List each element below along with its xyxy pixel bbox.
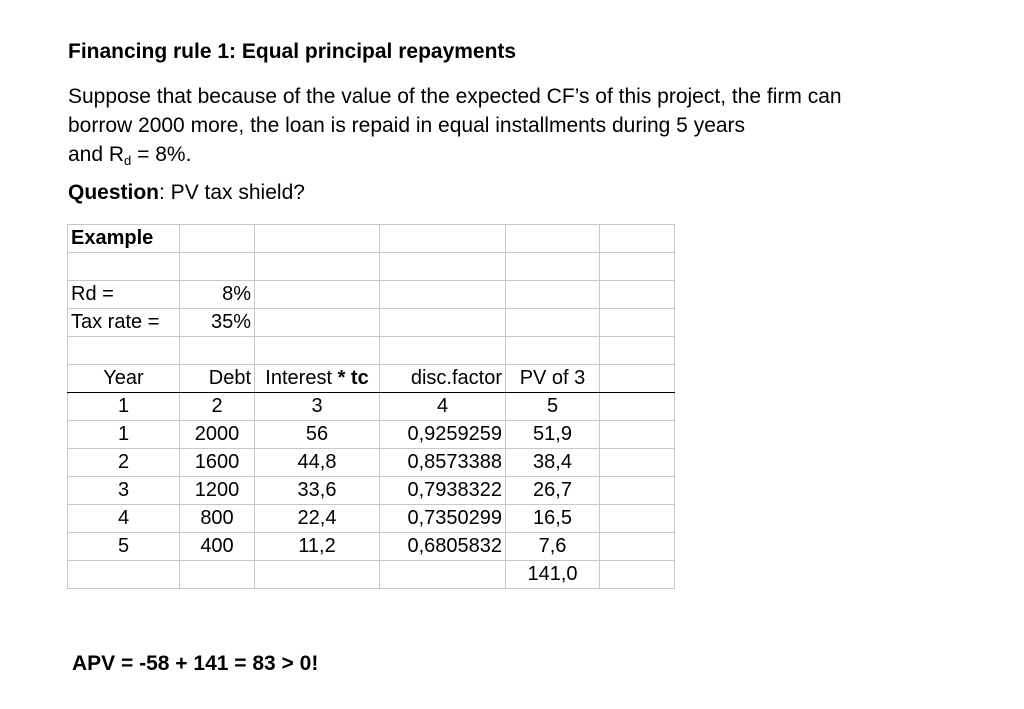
slide-title: Financing rule 1: Equal principal repayments [68, 40, 517, 63]
table-row [68, 309, 675, 337]
disc-factor-cell: 0,8573388 [380, 449, 506, 477]
rd-label: Rd = [68, 281, 180, 309]
empty-cell [180, 225, 255, 253]
pv-cell: 16,5 [506, 505, 600, 533]
empty-cell [255, 309, 380, 337]
year-cell: 5 [68, 533, 180, 561]
header-pv: PV of 3 [506, 365, 600, 393]
empty-cell [380, 281, 506, 309]
question [68, 181, 305, 205]
empty-cell [255, 225, 380, 253]
header-interest-text: Interest [265, 367, 338, 389]
empty-cell [506, 225, 600, 253]
table-row [68, 281, 675, 309]
empty-cell [180, 561, 255, 589]
pv-cell: 26,7 [506, 477, 600, 505]
spreadsheet-table [67, 224, 675, 589]
empty-cell [600, 225, 675, 253]
table-row [68, 505, 675, 533]
col-number: 2 [180, 393, 255, 421]
interest-cell: 44,8 [255, 449, 380, 477]
empty-cell [380, 337, 506, 365]
empty-cell [600, 561, 675, 589]
table-row [68, 421, 675, 449]
empty-cell [600, 253, 675, 281]
col-number: 1 [68, 393, 180, 421]
apv-result: APV = -58 + 141 = 83 > 0! [72, 652, 319, 675]
empty-cell [380, 561, 506, 589]
tax-rate-value: 35% [180, 309, 255, 337]
col-number: 5 [506, 393, 600, 421]
empty-cell [68, 337, 180, 365]
table-row [68, 477, 675, 505]
debt-cell: 1600 [180, 449, 255, 477]
col-number: 4 [380, 393, 506, 421]
empty-cell [380, 225, 506, 253]
debt-cell: 400 [180, 533, 255, 561]
empty-cell [600, 393, 675, 421]
disc-factor-cell: 0,7350299 [380, 505, 506, 533]
statement-line-3-subscript: d [124, 153, 132, 168]
empty-cell [180, 337, 255, 365]
empty-cell [600, 281, 675, 309]
example-label: Example [68, 225, 180, 253]
empty-cell [255, 281, 380, 309]
disc-factor-cell: 0,6805832 [380, 533, 506, 561]
year-cell: 3 [68, 477, 180, 505]
question-text: : PV tax shield? [159, 181, 305, 204]
col-number: 3 [255, 393, 380, 421]
year-cell: 2 [68, 449, 180, 477]
empty-cell [506, 281, 600, 309]
table-row [68, 225, 675, 253]
empty-cell [600, 365, 675, 393]
empty-cell [600, 421, 675, 449]
empty-cell [68, 253, 180, 281]
question-label: Question [68, 181, 160, 204]
pv-cell: 7,6 [506, 533, 600, 561]
empty-cell [600, 309, 675, 337]
header-interest-tc: * tc [337, 367, 369, 389]
empty-cell [600, 505, 675, 533]
empty-cell [600, 449, 675, 477]
empty-cell [380, 253, 506, 281]
disc-factor-cell: 0,7938322 [380, 477, 506, 505]
empty-cell [380, 309, 506, 337]
empty-cell [506, 337, 600, 365]
year-cell: 4 [68, 505, 180, 533]
debt-cell: 1200 [180, 477, 255, 505]
statement-line-1: Suppose that because of the value of the expected CF’s of this project, the firm can [68, 85, 842, 108]
pv-cell: 38,4 [506, 449, 600, 477]
table-row [68, 337, 675, 365]
table-row [68, 533, 675, 561]
interest-cell: 56 [255, 421, 380, 449]
problem-statement [68, 82, 968, 169]
empty-cell [68, 561, 180, 589]
column-number-row [68, 393, 675, 421]
header-row [68, 365, 675, 393]
debt-cell: 800 [180, 505, 255, 533]
disc-factor-cell: 0,9259259 [380, 421, 506, 449]
empty-cell [255, 337, 380, 365]
pv-cell: 51,9 [506, 421, 600, 449]
empty-cell [180, 253, 255, 281]
rd-value: 8% [180, 281, 255, 309]
empty-cell [600, 337, 675, 365]
pv-total: 141,0 [506, 561, 600, 589]
year-cell: 1 [68, 421, 180, 449]
header-interest [255, 365, 380, 393]
table-row [68, 253, 675, 281]
statement-line-3-suffix: = 8%. [131, 143, 192, 166]
header-year: Year [68, 365, 180, 393]
debt-cell: 2000 [180, 421, 255, 449]
table-row [68, 449, 675, 477]
header-disc-factor: disc.factor [380, 365, 506, 393]
empty-cell [506, 309, 600, 337]
tax-rate-label: Tax rate = [68, 309, 180, 337]
statement-line-2: borrow 2000 more, the loan is repaid in equal installments during 5 years [68, 114, 746, 137]
empty-cell [600, 477, 675, 505]
empty-cell [600, 533, 675, 561]
interest-cell: 22,4 [255, 505, 380, 533]
empty-cell [255, 561, 380, 589]
interest-cell: 33,6 [255, 477, 380, 505]
header-debt: Debt [180, 365, 255, 393]
empty-cell [255, 253, 380, 281]
empty-cell [506, 253, 600, 281]
statement-line-3-prefix: and R [68, 143, 125, 166]
interest-cell: 11,2 [255, 533, 380, 561]
total-row [68, 561, 675, 589]
